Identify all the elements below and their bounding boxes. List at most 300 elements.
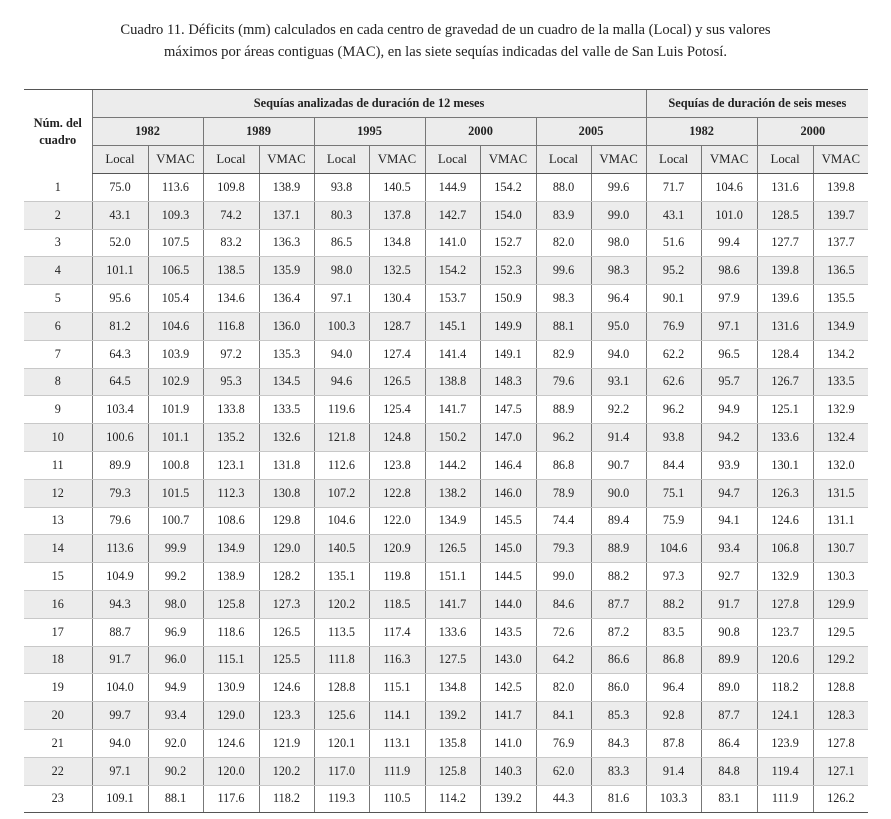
- table-row: [24, 507, 868, 535]
- table-cell: 109.1: [92, 785, 148, 813]
- table-cell: 153.7: [425, 285, 480, 313]
- table-cell: 145.0: [480, 535, 536, 563]
- table-cell: 131.6: [757, 312, 813, 340]
- table-cell: 129.9: [813, 590, 868, 618]
- cell-num-cuadro: 20: [24, 702, 92, 730]
- table-cell: 140.3: [480, 757, 536, 785]
- table-cell: 89.0: [701, 674, 757, 702]
- table-cell: 140.5: [369, 174, 425, 202]
- table-cell: 82.0: [536, 674, 591, 702]
- table-cell: 128.8: [813, 674, 868, 702]
- cell-num-cuadro: 16: [24, 590, 92, 618]
- table-cell: 131.6: [757, 174, 813, 202]
- table-cell: 96.9: [148, 618, 203, 646]
- cell-num-cuadro: 13: [24, 507, 92, 535]
- table-cell: 88.0: [536, 174, 591, 202]
- table-cell: 92.8: [646, 702, 701, 730]
- table-cell: 127.8: [813, 729, 868, 757]
- cell-num-cuadro: 5: [24, 285, 92, 313]
- table-cell: 94.6: [314, 368, 369, 396]
- table-cell: 145.5: [480, 507, 536, 535]
- table-row: [24, 340, 868, 368]
- table-cell: 123.3: [259, 702, 314, 730]
- table-cell: 142.7: [425, 201, 480, 229]
- table-cell: 135.8: [425, 729, 480, 757]
- table-cell: 114.1: [369, 702, 425, 730]
- table-row: [24, 396, 868, 424]
- table-cell: 135.5: [813, 285, 868, 313]
- table-cell: 138.9: [203, 563, 259, 591]
- table-cell: 62.0: [536, 757, 591, 785]
- table-cell: 145.1: [425, 312, 480, 340]
- table-cell: 130.9: [203, 674, 259, 702]
- table-cell: 119.8: [369, 563, 425, 591]
- table-cell: 89.9: [701, 646, 757, 674]
- table-cell: 132.0: [813, 451, 868, 479]
- table-cell: 97.2: [203, 340, 259, 368]
- table-cell: 111.9: [757, 785, 813, 813]
- cell-num-cuadro: 10: [24, 424, 92, 452]
- header-group-6-months: Sequías de duración de seis meses: [646, 90, 868, 118]
- table-cell: 149.9: [480, 312, 536, 340]
- header-vmac: VMAC: [259, 146, 314, 174]
- table-cell: 125.8: [425, 757, 480, 785]
- table-row: [24, 285, 868, 313]
- table-cell: 121.9: [259, 729, 314, 757]
- cell-num-cuadro: 11: [24, 451, 92, 479]
- table-cell: 146.0: [480, 479, 536, 507]
- table-cell: 126.5: [369, 368, 425, 396]
- table-cell: 106.8: [757, 535, 813, 563]
- table-row: [24, 702, 868, 730]
- table-cell: 98.0: [591, 229, 646, 257]
- table-cell: 95.7: [701, 368, 757, 396]
- table-cell: 126.5: [259, 618, 314, 646]
- table-cell: 124.1: [757, 702, 813, 730]
- table-row: [24, 674, 868, 702]
- cell-num-cuadro: 4: [24, 257, 92, 285]
- table-cell: 141.4: [425, 340, 480, 368]
- table-cell: 123.9: [757, 729, 813, 757]
- table-cell: 104.6: [701, 174, 757, 202]
- table-cell: 83.2: [203, 229, 259, 257]
- cell-num-cuadro: 3: [24, 229, 92, 257]
- table-cell: 62.2: [646, 340, 701, 368]
- cell-num-cuadro: 9: [24, 396, 92, 424]
- table-row: [24, 451, 868, 479]
- table-cell: 90.2: [148, 757, 203, 785]
- table-cell: 97.1: [314, 285, 369, 313]
- table-cell: 87.8: [646, 729, 701, 757]
- table-cell: 136.5: [813, 257, 868, 285]
- table-cell: 94.9: [701, 396, 757, 424]
- table-cell: 125.4: [369, 396, 425, 424]
- table-cell: 130.3: [813, 563, 868, 591]
- table-cell: 93.8: [314, 174, 369, 202]
- table-cell: 81.2: [92, 312, 148, 340]
- cell-num-cuadro: 12: [24, 479, 92, 507]
- table-cell: 138.2: [425, 479, 480, 507]
- table-cell: 146.4: [480, 451, 536, 479]
- table-cell: 98.3: [591, 257, 646, 285]
- table-cell: 94.3: [92, 590, 148, 618]
- cell-num-cuadro: 14: [24, 535, 92, 563]
- header-year: 1982: [646, 118, 757, 146]
- header-local: Local: [646, 146, 701, 174]
- table-cell: 154.2: [480, 174, 536, 202]
- table-row: [24, 618, 868, 646]
- table-cell: 105.4: [148, 285, 203, 313]
- table-cell: 72.6: [536, 618, 591, 646]
- table-cell: 86.8: [646, 646, 701, 674]
- table-row: [24, 590, 868, 618]
- table-cell: 127.3: [259, 590, 314, 618]
- table-row: [24, 201, 868, 229]
- table-row: [24, 368, 868, 396]
- table-cell: 117.4: [369, 618, 425, 646]
- table-cell: 126.7: [757, 368, 813, 396]
- table-cell: 129.5: [813, 618, 868, 646]
- table-cell: 93.1: [591, 368, 646, 396]
- table-cell: 94.7: [701, 479, 757, 507]
- table-cell: 135.9: [259, 257, 314, 285]
- table-cell: 83.9: [536, 201, 591, 229]
- table-cell: 130.1: [757, 451, 813, 479]
- table-cell: 139.8: [757, 257, 813, 285]
- table-cell: 88.1: [148, 785, 203, 813]
- table-cell: 88.9: [536, 396, 591, 424]
- table-cell: 147.0: [480, 424, 536, 452]
- table-row: [24, 257, 868, 285]
- table-cell: 75.1: [646, 479, 701, 507]
- table-row: [24, 757, 868, 785]
- table-cell: 124.8: [369, 424, 425, 452]
- table-cell: 138.9: [259, 174, 314, 202]
- table-cell: 127.1: [813, 757, 868, 785]
- table-cell: 95.6: [92, 285, 148, 313]
- table-cell: 125.5: [259, 646, 314, 674]
- table-cell: 112.3: [203, 479, 259, 507]
- table-cell: 94.9: [148, 674, 203, 702]
- header-group-12-months: Sequías analizadas de duración de 12 meses: [92, 90, 646, 118]
- table-cell: 96.4: [646, 674, 701, 702]
- table-cell: 96.4: [591, 285, 646, 313]
- table-cell: 131.5: [813, 479, 868, 507]
- table-cell: 143.0: [480, 646, 536, 674]
- table-cell: 62.6: [646, 368, 701, 396]
- table-cell: 136.0: [259, 312, 314, 340]
- cell-num-cuadro: 23: [24, 785, 92, 813]
- table-cell: 136.3: [259, 229, 314, 257]
- table-cell: 108.6: [203, 507, 259, 535]
- table-cell: 83.3: [591, 757, 646, 785]
- table-cell: 96.0: [148, 646, 203, 674]
- table-cell: 134.9: [813, 312, 868, 340]
- table-cell: 150.2: [425, 424, 480, 452]
- table-cell: 100.7: [148, 507, 203, 535]
- table-cell: 101.5: [148, 479, 203, 507]
- table-cell: 99.6: [536, 257, 591, 285]
- header-local: Local: [425, 146, 480, 174]
- table-cell: 75.0: [92, 174, 148, 202]
- table-cell: 118.5: [369, 590, 425, 618]
- table-cell: 90.7: [591, 451, 646, 479]
- table-cell: 131.1: [813, 507, 868, 535]
- table-cell: 95.2: [646, 257, 701, 285]
- table-cell: 133.5: [259, 396, 314, 424]
- table-cell: 132.5: [369, 257, 425, 285]
- table-cell: 120.0: [203, 757, 259, 785]
- table-row: [24, 229, 868, 257]
- table-cell: 113.6: [148, 174, 203, 202]
- table-cell: 76.9: [646, 312, 701, 340]
- table-cell: 128.5: [757, 201, 813, 229]
- table-cell: 123.7: [757, 618, 813, 646]
- header-year: 1982: [92, 118, 203, 146]
- header-num-cuadro: Núm. del cuadro: [24, 90, 92, 174]
- table-cell: 82.0: [536, 229, 591, 257]
- table-cell: 143.5: [480, 618, 536, 646]
- table-cell: 139.2: [480, 785, 536, 813]
- table-cell: 88.2: [646, 590, 701, 618]
- table-cell: 96.2: [646, 396, 701, 424]
- table-cell: 136.4: [259, 285, 314, 313]
- table-cell: 109.8: [203, 174, 259, 202]
- table-cell: 104.6: [314, 507, 369, 535]
- table-cell: 103.4: [92, 396, 148, 424]
- table-cell: 134.5: [259, 368, 314, 396]
- table-cell: 137.8: [369, 201, 425, 229]
- table-cell: 99.7: [92, 702, 148, 730]
- table-cell: 79.6: [536, 368, 591, 396]
- table-cell: 132.6: [259, 424, 314, 452]
- table-cell: 114.2: [425, 785, 480, 813]
- table-cell: 94.0: [591, 340, 646, 368]
- table-cell: 91.4: [646, 757, 701, 785]
- table-cell: 98.6: [701, 257, 757, 285]
- table-cell: 135.2: [203, 424, 259, 452]
- table-row: [24, 646, 868, 674]
- table-cell: 134.8: [369, 229, 425, 257]
- table-cell: 83.1: [701, 785, 757, 813]
- table-cell: 128.3: [813, 702, 868, 730]
- table-cell: 132.4: [813, 424, 868, 452]
- table-cell: 86.4: [701, 729, 757, 757]
- header-vmac: VMAC: [701, 146, 757, 174]
- table-cell: 130.4: [369, 285, 425, 313]
- table-cell: 103.9: [148, 340, 203, 368]
- table-cell: 81.6: [591, 785, 646, 813]
- table-cell: 95.0: [591, 312, 646, 340]
- table-cell: 129.0: [259, 535, 314, 563]
- table-cell: 141.7: [480, 702, 536, 730]
- table-cell: 84.4: [646, 451, 701, 479]
- table-cell: 126.5: [425, 535, 480, 563]
- table-cell: 103.3: [646, 785, 701, 813]
- table-cell: 113.6: [92, 535, 148, 563]
- table-cell: 141.0: [480, 729, 536, 757]
- table-cell: 137.7: [813, 229, 868, 257]
- cell-num-cuadro: 15: [24, 563, 92, 591]
- table-cell: 91.7: [92, 646, 148, 674]
- table-cell: 99.6: [591, 174, 646, 202]
- table-cell: 118.2: [757, 674, 813, 702]
- table-cell: 122.0: [369, 507, 425, 535]
- table-cell: 144.9: [425, 174, 480, 202]
- table-cell: 127.5: [425, 646, 480, 674]
- header-local: Local: [536, 146, 591, 174]
- table-cell: 88.2: [591, 563, 646, 591]
- table-cell: 87.2: [591, 618, 646, 646]
- table-row: [24, 785, 868, 813]
- table-cell: 107.5: [148, 229, 203, 257]
- table-cell: 93.4: [148, 702, 203, 730]
- table-cell: 93.4: [701, 535, 757, 563]
- table-cell: 144.5: [480, 563, 536, 591]
- table-cell: 124.6: [757, 507, 813, 535]
- table-cell: 128.7: [369, 312, 425, 340]
- caption-line-1: Cuadro 11. Déficits (mm) calculados en cada centro de gravedad de un cuadro de la malla (Local) y sus valores: [120, 22, 771, 38]
- table-cell: 115.1: [203, 646, 259, 674]
- table-row: [24, 312, 868, 340]
- header-vmac: VMAC: [148, 146, 203, 174]
- cell-num-cuadro: 6: [24, 312, 92, 340]
- table-cell: 132.9: [813, 396, 868, 424]
- table-cell: 113.5: [314, 618, 369, 646]
- cell-num-cuadro: 18: [24, 646, 92, 674]
- table-cell: 89.4: [591, 507, 646, 535]
- table-cell: 130.7: [813, 535, 868, 563]
- table-cell: 90.8: [701, 618, 757, 646]
- table-cell: 88.9: [591, 535, 646, 563]
- header-year: 2000: [757, 118, 868, 146]
- table-cell: 87.7: [701, 702, 757, 730]
- table-cell: 124.6: [203, 729, 259, 757]
- table-cell: 119.3: [314, 785, 369, 813]
- table-cell: 98.0: [314, 257, 369, 285]
- table-cell: 43.1: [92, 201, 148, 229]
- table-cell: 104.9: [92, 563, 148, 591]
- table-cell: 116.8: [203, 312, 259, 340]
- table-cell: 91.7: [701, 590, 757, 618]
- table-cell: 151.1: [425, 563, 480, 591]
- table-cell: 131.8: [259, 451, 314, 479]
- table-cell: 80.3: [314, 201, 369, 229]
- table-cell: 113.1: [369, 729, 425, 757]
- table-cell: 118.6: [203, 618, 259, 646]
- table-cell: 95.3: [203, 368, 259, 396]
- table-cell: 71.7: [646, 174, 701, 202]
- table-cell: 120.9: [369, 535, 425, 563]
- table-cell: 120.6: [757, 646, 813, 674]
- table-cell: 86.8: [536, 451, 591, 479]
- table-cell: 94.1: [701, 507, 757, 535]
- table-cell: 141.7: [425, 396, 480, 424]
- table-cell: 139.7: [813, 201, 868, 229]
- table-cell: 144.0: [480, 590, 536, 618]
- table-cell: 115.1: [369, 674, 425, 702]
- table-cell: 111.8: [314, 646, 369, 674]
- table-cell: 119.4: [757, 757, 813, 785]
- table-cell: 104.6: [148, 312, 203, 340]
- header-year: 1995: [314, 118, 425, 146]
- table-cell: 125.8: [203, 590, 259, 618]
- table-cell: 129.8: [259, 507, 314, 535]
- table-cell: 101.0: [701, 201, 757, 229]
- table-cell: 86.0: [591, 674, 646, 702]
- table-cell: 106.5: [148, 257, 203, 285]
- cell-num-cuadro: 7: [24, 340, 92, 368]
- cell-num-cuadro: 19: [24, 674, 92, 702]
- table-cell: 127.8: [757, 590, 813, 618]
- table-cell: 139.2: [425, 702, 480, 730]
- header-vmac: VMAC: [813, 146, 868, 174]
- table-caption: [40, 19, 851, 63]
- table-cell: 75.9: [646, 507, 701, 535]
- table-cell: 82.9: [536, 340, 591, 368]
- table-cell: 134.9: [425, 507, 480, 535]
- header-local: Local: [203, 146, 259, 174]
- table-cell: 92.2: [591, 396, 646, 424]
- table-cell: 134.8: [425, 674, 480, 702]
- table-cell: 150.9: [480, 285, 536, 313]
- table-cell: 99.0: [536, 563, 591, 591]
- table-cell: 139.6: [757, 285, 813, 313]
- cell-num-cuadro: 22: [24, 757, 92, 785]
- header-vmac: VMAC: [369, 146, 425, 174]
- table-cell: 109.3: [148, 201, 203, 229]
- header-local: Local: [757, 146, 813, 174]
- table-cell: 104.0: [92, 674, 148, 702]
- table-cell: 96.5: [701, 340, 757, 368]
- table-cell: 123.1: [203, 451, 259, 479]
- table-cell: 99.4: [701, 229, 757, 257]
- table-cell: 99.0: [591, 201, 646, 229]
- table-cell: 140.5: [314, 535, 369, 563]
- table-cell: 147.5: [480, 396, 536, 424]
- table-cell: 110.5: [369, 785, 425, 813]
- table-cell: 111.9: [369, 757, 425, 785]
- table-cell: 112.6: [314, 451, 369, 479]
- cell-num-cuadro: 21: [24, 729, 92, 757]
- table-cell: 139.8: [813, 174, 868, 202]
- table-cell: 79.3: [92, 479, 148, 507]
- table-cell: 127.4: [369, 340, 425, 368]
- table-row: [24, 535, 868, 563]
- table-cell: 135.1: [314, 563, 369, 591]
- table-cell: 84.3: [591, 729, 646, 757]
- table-cell: 74.2: [203, 201, 259, 229]
- cell-num-cuadro: 2: [24, 201, 92, 229]
- table-row: [24, 479, 868, 507]
- table-cell: 138.5: [203, 257, 259, 285]
- header-local: Local: [314, 146, 369, 174]
- table-cell: 97.1: [92, 757, 148, 785]
- table-cell: 128.2: [259, 563, 314, 591]
- caption-line-2: máximos por áreas contiguas (MAC), en las siete sequías indicadas del valle de San Luis Potosí.: [164, 44, 727, 60]
- table-cell: 134.9: [203, 535, 259, 563]
- table-cell: 152.7: [480, 229, 536, 257]
- table-cell: 133.6: [757, 424, 813, 452]
- table-cell: 144.2: [425, 451, 480, 479]
- table-cell: 122.8: [369, 479, 425, 507]
- table-cell: 76.9: [536, 729, 591, 757]
- table-cell: 94.0: [92, 729, 148, 757]
- table-cell: 130.8: [259, 479, 314, 507]
- table-cell: 94.2: [701, 424, 757, 452]
- header-local: Local: [92, 146, 148, 174]
- table-cell: 104.6: [646, 535, 701, 563]
